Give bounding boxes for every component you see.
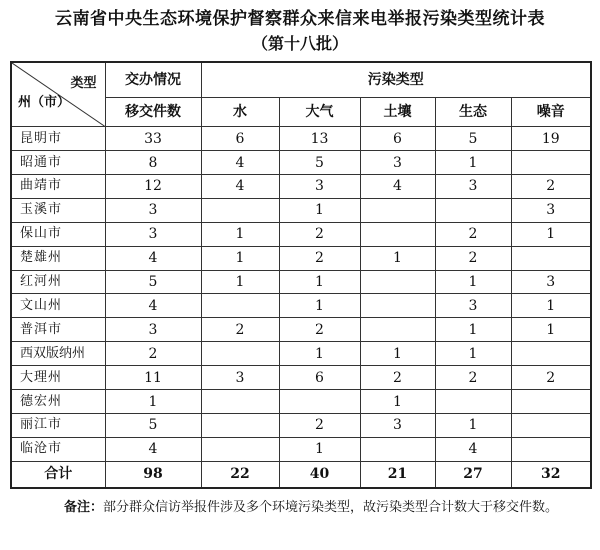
water-cell bbox=[201, 414, 279, 438]
noise-cell bbox=[511, 414, 591, 438]
soil-cell: 6 bbox=[360, 127, 435, 151]
water-cell bbox=[201, 342, 279, 366]
transfer-cell: 4 bbox=[105, 437, 201, 461]
transfer-group-header: 交办情况 bbox=[105, 62, 201, 97]
noise-cell bbox=[511, 390, 591, 414]
soil-cell: 1 bbox=[360, 342, 435, 366]
total-noise: 32 bbox=[511, 461, 591, 488]
soil-cell: 1 bbox=[360, 246, 435, 270]
transfer-cell: 4 bbox=[105, 294, 201, 318]
col-header-soil: 土壤 bbox=[360, 97, 435, 126]
air-cell: 1 bbox=[279, 294, 360, 318]
table-row bbox=[11, 222, 591, 246]
noise-cell: 3 bbox=[511, 198, 591, 222]
city-cell: 红河州 bbox=[11, 270, 105, 294]
air-cell: 2 bbox=[279, 246, 360, 270]
city-cell: 西双版纳州 bbox=[11, 342, 105, 366]
col-header-ecology: 生态 bbox=[435, 97, 511, 126]
noise-cell bbox=[511, 342, 591, 366]
noise-cell: 3 bbox=[511, 270, 591, 294]
transfer-cell: 3 bbox=[105, 222, 201, 246]
air-cell: 2 bbox=[279, 414, 360, 438]
transfer-cell: 33 bbox=[105, 127, 201, 151]
table-row bbox=[11, 342, 591, 366]
table-row bbox=[11, 390, 591, 414]
transfer-cell: 12 bbox=[105, 174, 201, 198]
total-water: 22 bbox=[201, 461, 279, 488]
city-cell: 文山州 bbox=[11, 294, 105, 318]
soil-cell bbox=[360, 198, 435, 222]
air-cell: 1 bbox=[279, 437, 360, 461]
transfer-cell: 8 bbox=[105, 151, 201, 175]
water-cell: 4 bbox=[201, 151, 279, 175]
water-cell: 1 bbox=[201, 270, 279, 294]
pollution-statistics-table bbox=[10, 61, 592, 489]
water-cell bbox=[201, 437, 279, 461]
transfer-cell: 11 bbox=[105, 366, 201, 390]
transfer-cell: 5 bbox=[105, 414, 201, 438]
table-row bbox=[11, 366, 591, 390]
ecology-cell bbox=[435, 198, 511, 222]
table-row bbox=[11, 270, 591, 294]
city-cell: 昆明市 bbox=[11, 127, 105, 151]
ecology-cell: 1 bbox=[435, 318, 511, 342]
col-header-noise: 噪音 bbox=[511, 97, 591, 126]
table-row bbox=[11, 437, 591, 461]
batch-subtitle: （第十八批） bbox=[251, 34, 348, 53]
table-row bbox=[11, 246, 591, 270]
transfer-cell: 5 bbox=[105, 270, 201, 294]
city-cell: 临沧市 bbox=[11, 437, 105, 461]
noise-cell bbox=[511, 246, 591, 270]
water-cell: 1 bbox=[201, 246, 279, 270]
air-cell: 2 bbox=[279, 318, 360, 342]
noise-cell: 19 bbox=[511, 127, 591, 151]
noise-cell: 2 bbox=[511, 174, 591, 198]
air-cell: 2 bbox=[279, 222, 360, 246]
city-cell: 玉溪市 bbox=[11, 198, 105, 222]
city-cell: 保山市 bbox=[11, 222, 105, 246]
air-cell: 1 bbox=[279, 198, 360, 222]
soil-cell bbox=[360, 318, 435, 342]
noise-cell bbox=[511, 151, 591, 175]
header-row-group bbox=[11, 62, 591, 97]
col-header-water: 水 bbox=[201, 97, 279, 126]
ecology-cell: 1 bbox=[435, 270, 511, 294]
air-cell: 3 bbox=[279, 174, 360, 198]
water-cell: 2 bbox=[201, 318, 279, 342]
table-row bbox=[11, 174, 591, 198]
air-cell: 6 bbox=[279, 366, 360, 390]
soil-cell bbox=[360, 222, 435, 246]
table-row bbox=[11, 151, 591, 175]
total-transfer: 98 bbox=[105, 461, 201, 488]
transfer-cell: 3 bbox=[105, 318, 201, 342]
air-cell: 1 bbox=[279, 270, 360, 294]
air-cell bbox=[279, 390, 360, 414]
footnote-label: 备注： bbox=[64, 500, 104, 515]
ecology-cell: 5 bbox=[435, 127, 511, 151]
noise-cell: 1 bbox=[511, 222, 591, 246]
ecology-cell bbox=[435, 390, 511, 414]
city-cell: 昭通市 bbox=[11, 151, 105, 175]
total-air: 40 bbox=[279, 461, 360, 488]
transfer-cell: 1 bbox=[105, 390, 201, 414]
ecology-cell: 4 bbox=[435, 437, 511, 461]
city-cell: 德宏州 bbox=[11, 390, 105, 414]
water-cell bbox=[201, 390, 279, 414]
city-cell: 丽江市 bbox=[11, 414, 105, 438]
soil-cell: 3 bbox=[360, 151, 435, 175]
corner-city-label: 州（市） bbox=[18, 95, 71, 111]
soil-cell: 3 bbox=[360, 414, 435, 438]
footnote bbox=[40, 497, 588, 519]
soil-cell: 4 bbox=[360, 174, 435, 198]
page-title: 云南省中央生态环境保护督察群众来信来电举报污染类型统计表 bbox=[55, 9, 545, 29]
col-header-air: 大气 bbox=[279, 97, 360, 126]
footnote-text: 部分群众信访举报件涉及多个环境污染类型，故污染类型合计数大于移交件数。 bbox=[103, 500, 559, 515]
noise-cell: 2 bbox=[511, 366, 591, 390]
table-row bbox=[11, 294, 591, 318]
total-ecology: 27 bbox=[435, 461, 511, 488]
city-cell: 楚雄州 bbox=[11, 246, 105, 270]
transfer-cell: 2 bbox=[105, 342, 201, 366]
soil-cell bbox=[360, 437, 435, 461]
pollution-group-header: 污染类型 bbox=[201, 62, 591, 97]
soil-cell: 1 bbox=[360, 390, 435, 414]
table-row bbox=[11, 198, 591, 222]
city-cell: 普洱市 bbox=[11, 318, 105, 342]
noise-cell: 1 bbox=[511, 318, 591, 342]
ecology-cell: 3 bbox=[435, 294, 511, 318]
ecology-cell: 1 bbox=[435, 342, 511, 366]
table-row bbox=[11, 127, 591, 151]
water-cell bbox=[201, 198, 279, 222]
noise-cell bbox=[511, 437, 591, 461]
transfer-cell: 4 bbox=[105, 246, 201, 270]
air-cell: 1 bbox=[279, 342, 360, 366]
ecology-cell: 2 bbox=[435, 366, 511, 390]
total-label: 合计 bbox=[11, 461, 105, 488]
corner-header-cell bbox=[11, 62, 105, 127]
table-row bbox=[11, 414, 591, 438]
total-row bbox=[11, 461, 591, 488]
ecology-cell: 1 bbox=[435, 414, 511, 438]
water-cell bbox=[201, 294, 279, 318]
water-cell: 4 bbox=[201, 174, 279, 198]
ecology-cell: 3 bbox=[435, 174, 511, 198]
water-cell: 6 bbox=[201, 127, 279, 151]
soil-cell bbox=[360, 270, 435, 294]
noise-cell: 1 bbox=[511, 294, 591, 318]
soil-cell: 2 bbox=[360, 366, 435, 390]
col-header-transfer: 移交件数 bbox=[105, 97, 201, 126]
city-cell: 大理州 bbox=[11, 366, 105, 390]
water-cell: 3 bbox=[201, 366, 279, 390]
city-cell: 曲靖市 bbox=[11, 174, 105, 198]
air-cell: 5 bbox=[279, 151, 360, 175]
transfer-cell: 3 bbox=[105, 198, 201, 222]
corner-type-label: 类型 bbox=[70, 76, 97, 91]
soil-cell bbox=[360, 294, 435, 318]
ecology-cell: 2 bbox=[435, 222, 511, 246]
table-row bbox=[11, 318, 591, 342]
water-cell: 1 bbox=[201, 222, 279, 246]
ecology-cell: 2 bbox=[435, 246, 511, 270]
total-soil: 21 bbox=[360, 461, 435, 488]
ecology-cell: 1 bbox=[435, 151, 511, 175]
air-cell: 13 bbox=[279, 127, 360, 151]
